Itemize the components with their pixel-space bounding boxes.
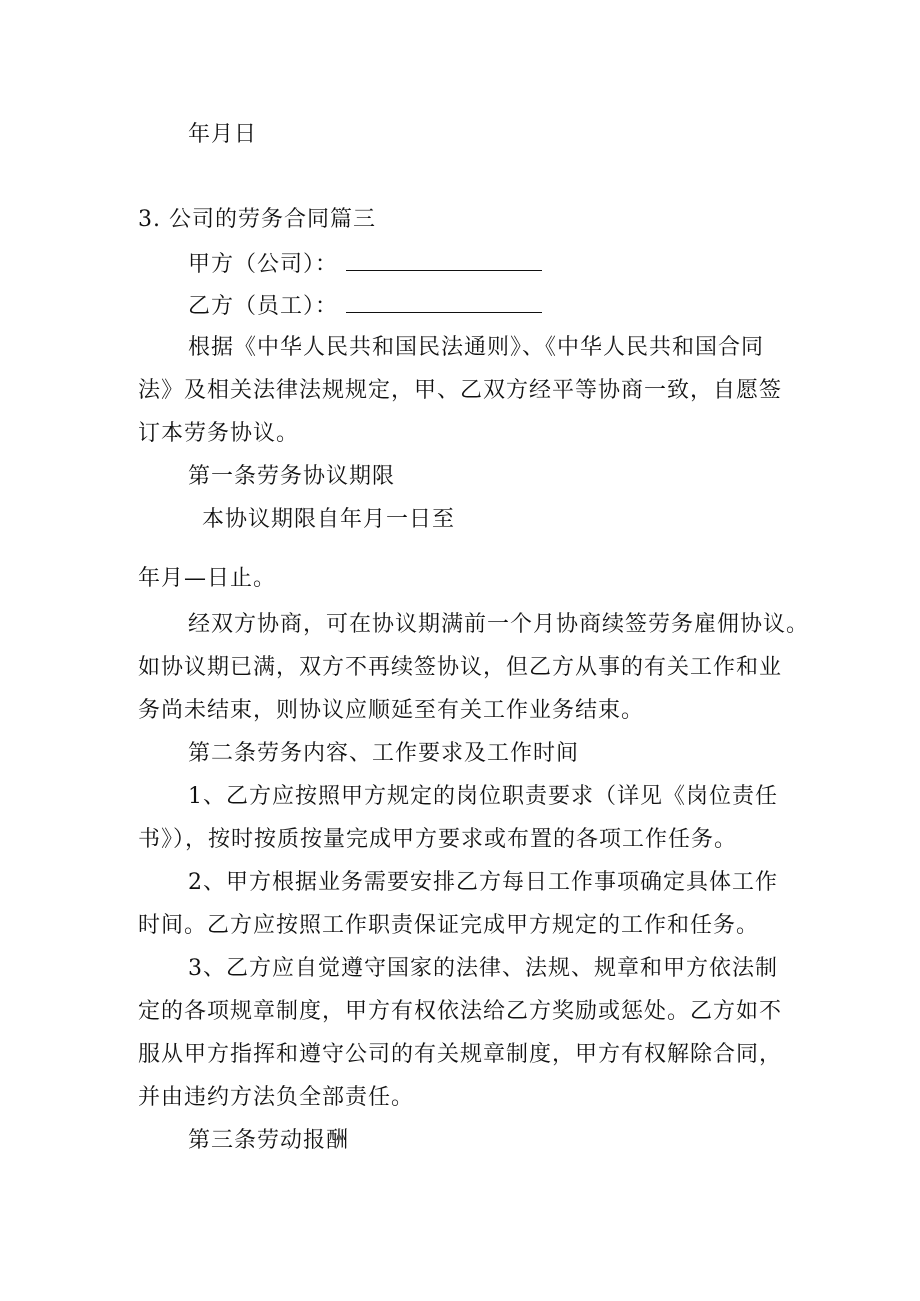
article-2-item-3-line: 服从甲方指挥和遵守公司的有关规章制度，甲方有权解除合同， — [138, 1042, 783, 1067]
article-2-item-3-line: 定的各项规章制度，甲方有权依法给乙方奖励或惩处。乙方如不 — [138, 999, 783, 1024]
section-title: 3. 公司的劳务合同篇三 — [138, 207, 376, 232]
article-2-title: 第二条劳务内容、工作要求及工作时间 — [188, 741, 580, 766]
article-1-title: 第一条劳务协议期限 — [188, 464, 396, 489]
article-2-item-1-line: 1、乙方应按照甲方规定的岗位职责要求（详见《岗位责任 — [188, 784, 778, 809]
article-1-renewal-line: 务尚未结束，则协议应顺延至有关工作业务结束。 — [138, 698, 645, 723]
article-2-item-3-line: 3、乙方应自觉遵守国家的法律、法规、规章和甲方依法制 — [188, 956, 778, 981]
article-2-item-2-line: 2、甲方根据业务需要安排乙方每日工作事项确定具体工作 — [188, 870, 778, 895]
party-a-blank — [346, 248, 542, 271]
party-b-label: 乙方（员工）： — [188, 294, 339, 319]
party-b-blank — [346, 290, 542, 313]
party-a-line — [188, 248, 848, 280]
article-2-item-3-line: 并由违约方法负全部责任。 — [138, 1085, 415, 1110]
article-1-renewal-line: 经双方协商，可在协议期满前一个月协商续签劳务雇佣协议。 — [188, 612, 810, 637]
article-2-item-1-line: 书》），按时按质按量完成甲方要求或布置的各项工作任务。 — [138, 827, 738, 852]
article-1-term-end: 年月—日止。 — [138, 566, 277, 591]
party-a-label: 甲方（公司）： — [188, 252, 339, 277]
intro-line: 订本劳务协议。 — [138, 421, 300, 446]
article-1-term-start: 本协议期限自年月一日至 — [202, 507, 456, 532]
party-b-line — [188, 290, 848, 322]
intro-line: 法》及相关法律法规规定，甲、乙双方经平等协商一致，自愿签 — [138, 378, 783, 403]
intro-line: 根据《中华人民共和国民法通则》、《中华人民共和国合同 — [188, 335, 765, 360]
date-placeholder: 年月日 — [188, 122, 258, 147]
article-3-title: 第三条劳动报酬 — [188, 1128, 350, 1153]
article-2-item-2-line: 时间。乙方应按照工作职责保证完成甲方规定的工作和任务。 — [138, 913, 760, 938]
article-1-renewal-line: 如协议期已满，双方不再续签协议，但乙方从事的有关工作和业 — [138, 655, 783, 680]
